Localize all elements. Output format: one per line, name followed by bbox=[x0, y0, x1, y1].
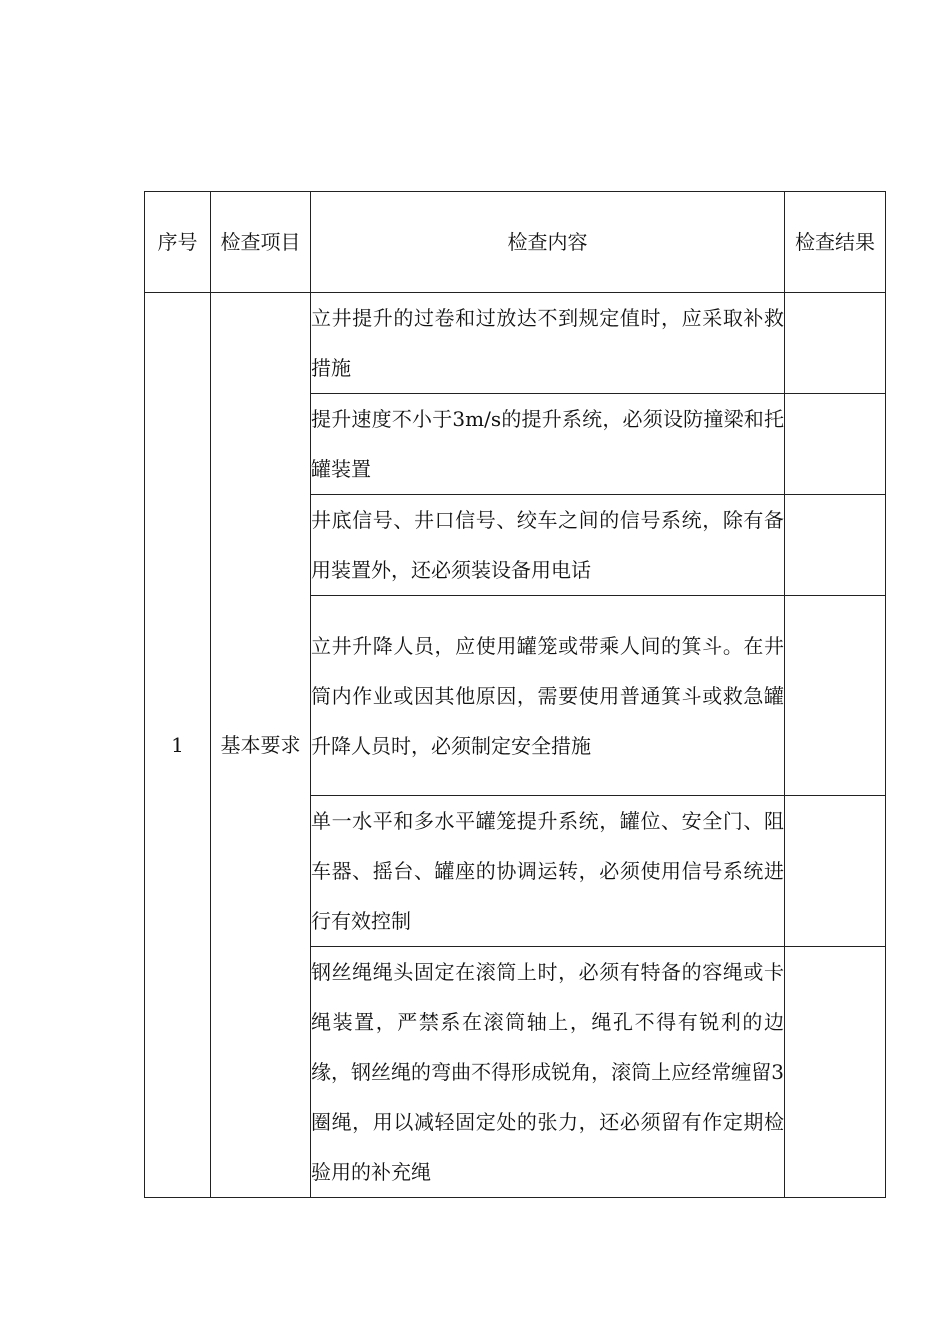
result-cell bbox=[785, 495, 886, 596]
result-cell bbox=[785, 293, 886, 394]
content-cell: 井底信号、井口信号、绞车之间的信号系统，除有备用装置外，还必须装设备用电话 bbox=[311, 495, 785, 596]
seq-cell: 1 bbox=[145, 293, 211, 1198]
header-seq: 序号 bbox=[145, 192, 211, 293]
result-cell bbox=[785, 947, 886, 1198]
content-cell: 单一水平和多水平罐笼提升系统，罐位、安全门、阻车器、摇台、罐座的协调运转，必须使用信号系统进行有效控制 bbox=[311, 796, 785, 947]
result-cell bbox=[785, 796, 886, 947]
result-cell bbox=[785, 394, 886, 495]
header-item: 检查项目 bbox=[211, 192, 311, 293]
header-result: 检查结果 bbox=[785, 192, 886, 293]
content-cell: 钢丝绳绳头固定在滚筒上时，必须有特备的容绳或卡绳装置，严禁系在滚筒轴上，绳孔不得有锐利的边缘，钢丝绳的弯曲不得形成锐角，滚筒上应经常缠留3圈绳，用以减轻固定处的张力，还必须留有作定期检验用的补充绳 bbox=[311, 947, 785, 1198]
inspection-table bbox=[144, 191, 886, 1198]
item-cell: 基本要求 bbox=[211, 293, 311, 1198]
header-row bbox=[145, 192, 886, 293]
table-row bbox=[145, 293, 886, 394]
content-cell: 立井提升的过卷和过放达不到规定值时，应采取补救措施 bbox=[311, 293, 785, 394]
content-cell: 立井升降人员，应使用罐笼或带乘人间的箕斗。在井筒内作业或因其他原因，需要使用普通箕斗或救急罐升降人员时，必须制定安全措施 bbox=[311, 596, 785, 796]
header-content: 检查内容 bbox=[311, 192, 785, 293]
result-cell bbox=[785, 596, 886, 796]
content-cell: 提升速度不小于3m/s的提升系统，必须设防撞梁和托罐装置 bbox=[311, 394, 785, 495]
